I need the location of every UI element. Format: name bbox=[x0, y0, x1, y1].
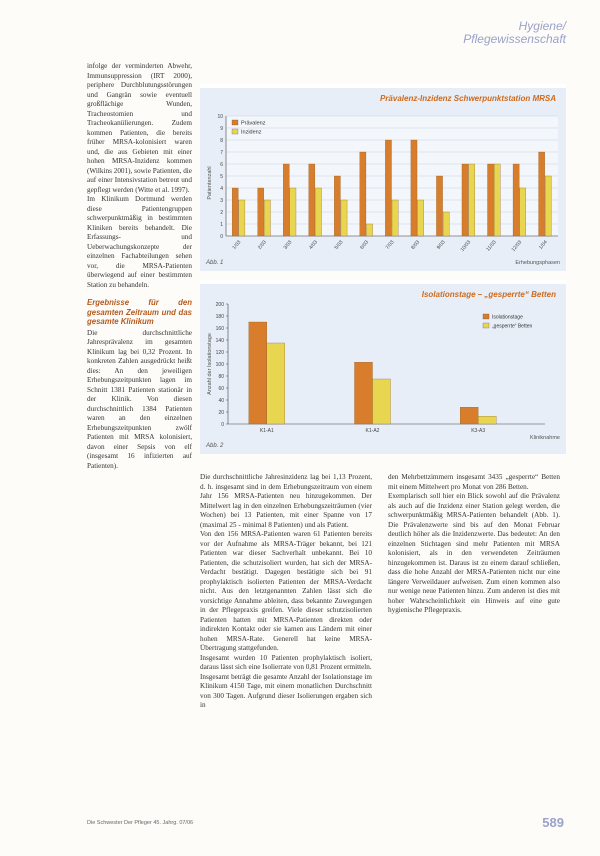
y-tick-label: 9 bbox=[220, 126, 223, 132]
bar bbox=[539, 152, 545, 236]
y-tick-label: 0 bbox=[221, 422, 224, 428]
legend-swatch bbox=[232, 120, 238, 125]
y-tick-label: 200 bbox=[215, 302, 224, 308]
y-tick-label: 6 bbox=[220, 162, 223, 168]
legend-swatch bbox=[483, 323, 489, 328]
bar bbox=[232, 188, 238, 236]
chart-title: Prävalenz-Inzidenz Schwerpunktstation MRSA bbox=[379, 94, 556, 103]
bar bbox=[462, 164, 468, 236]
figure-label: Abb. 1 bbox=[206, 260, 224, 266]
paragraph: infolge der verminderten Abwehr, Immunsuppression (IRT 2000), periphere Durchblutungsstörungen und Gangrän sowie eventuell großflächige Wunden, Tracheostomien und Tracheokanülierungen. Zudem kommen Patienten, die bereits früher MRSA-kolonisiert waren und, die aus Gebieten mit einer hohen MRSA-Inzidenz kommen (Wilkins 2001), sowie Patienten, die auf einer Intensivstation betreut und gepflegt werden (Witte et al. 1997). bbox=[87, 62, 192, 194]
bar bbox=[513, 164, 519, 236]
y-tick-label: 160 bbox=[215, 326, 224, 332]
bar bbox=[366, 224, 372, 236]
text-column-1 bbox=[87, 62, 192, 471]
bar bbox=[436, 176, 442, 236]
bar bbox=[411, 140, 417, 236]
y-tick-label: 140 bbox=[215, 338, 224, 344]
bar bbox=[309, 164, 315, 236]
legend-label: Prävalenz bbox=[241, 120, 266, 127]
y-tick-label: 5 bbox=[220, 174, 223, 180]
x-tick-label: 1/04 bbox=[537, 239, 549, 251]
legend-swatch bbox=[483, 314, 489, 319]
y-tick-label: 1 bbox=[220, 222, 223, 228]
y-tick-label: 100 bbox=[215, 362, 224, 368]
y-axis-label: Anzahl der Isolationstage bbox=[207, 333, 213, 395]
paragraph: Von den 156 MRSA-Patienten waren 61 Patienten bereits vor der Aufnahme als MRSA-Träger bekannt, bei 121 Patienten war dieser Sachverhalt unbekannt. Bei 10 Patienten, die schutzisoliert wurden, hat sich der MRSA-Verdacht bestätigt. Dagegen bestätigte sich bei 91 prophylaktisch isolierten Patienten der MRSA-Verdacht nicht. Aus den letztgenannten Zahlen lässt sich die vorsichtige Annahme ableiten, dass bekannte Zuwegungen in der Pflegepraxis greifen. Viele dieser schutzisolierten Patienten hatten mit MRSA-Patienten direkten oder indirekten Kontakt oder sie kamen aus Ländern mit einer hohen MRSA-Rate. Generell hat keine MRSA-Übertragung stattgefunden. bbox=[200, 530, 372, 652]
x-tick-label: 6/03 bbox=[359, 239, 370, 251]
paragraph: Die durchschnittliche Jahresprävalenz im gesamten Klinikum lag bei 0,32 Prozent. In konkreten Zahlen ausgedrückt heißt dies: An den jeweiligen Erhebungszeitpunkten lagen im Schnitt 1381 Patienten stationär in der Klinik. Von diesen durchschnittlich 1384 Patienten waren an den einzelnen Erhebungszeitpunkten zwölf Patienten mit MRSA kolonisiert, davon einer Sepsis von elf (insgesamt 16 infizierten auf Patienten). bbox=[87, 328, 192, 470]
text-column-3 bbox=[388, 473, 560, 616]
bar bbox=[258, 188, 264, 236]
y-tick-label: 80 bbox=[218, 374, 224, 380]
chart-title: Isolationstage – „gesperrte“ Betten bbox=[421, 290, 556, 299]
x-tick-label: 7/03 bbox=[384, 239, 396, 251]
legend-label: „gesperrte“ Betten bbox=[492, 323, 533, 330]
legend-label: Isolationstage bbox=[492, 314, 523, 321]
chart-svg bbox=[200, 284, 566, 454]
bar bbox=[443, 212, 449, 236]
bar bbox=[469, 164, 475, 236]
y-tick-label: 10 bbox=[217, 114, 223, 120]
page-number: 589 bbox=[542, 815, 564, 830]
bar bbox=[460, 407, 478, 424]
bar bbox=[315, 188, 321, 236]
x-tick-label: 8/03 bbox=[410, 239, 422, 251]
x-axis-label: Kliniknahme bbox=[530, 435, 560, 441]
bar bbox=[520, 188, 526, 236]
legend-label: Inzidenz bbox=[241, 129, 262, 136]
x-tick-label: K1-A2 bbox=[365, 428, 380, 434]
section-header-line1: Hygiene/ bbox=[518, 19, 566, 33]
x-tick-label: 11/03 bbox=[485, 239, 498, 253]
bar bbox=[385, 140, 391, 236]
x-tick-label: K1-A1 bbox=[259, 428, 274, 434]
paragraph: Exemplarisch soll hier ein Blick sowohl auf die Prävalenz als auch auf die Inzidenz einer Station gelegt werden, die schwerpunktmäßig MRSA-Patienten behandelt (Abb. 1). Die Prävalenzwerte sind bis auf den Monat Februar deutlich höher als die Inzidenzwerte. Das bedeutet: An den einzelnen Stichtagen sind mehr Patienten mit MRSA kolonisiert, als in den verwendeten Zeiträumen hinzugekommen ist. Daraus ist zu einem darauf schließen, dass die hohe Anzahl der MRSA-Patienten nicht nur eine längere Verweildauer aufweisen. Zum einen kommen also nur wenige neue Patienten hinzu. Zum anderen ist dies mit hoher Wahrscheinlichkeit ein Hinweis auf eine gute hygienische Pflegepraxis. bbox=[388, 492, 560, 614]
y-tick-label: 40 bbox=[218, 398, 224, 404]
bar bbox=[545, 176, 551, 236]
bar bbox=[283, 164, 289, 236]
bar bbox=[478, 416, 496, 424]
bar bbox=[355, 362, 373, 424]
x-tick-label: 10/03 bbox=[459, 239, 473, 253]
bar bbox=[334, 176, 340, 236]
bar bbox=[264, 200, 270, 236]
x-axis-label: Erhebungsphasen bbox=[515, 260, 560, 266]
y-tick-label: 20 bbox=[218, 410, 224, 416]
paragraph: Insgesamt wurden 10 Patienten prophylaktisch isoliert, daraus lässt sich eine Isolierrate von 0,81 Prozent ermitteln. bbox=[200, 653, 372, 671]
paragraph: Insgesamt beträgt die gesamte Anzahl der Isolationstage im Klinikum 4150 Tage, mit einem monatlichen Durchschnitt von 300 Tagen. Aufgrund dieser Isolierungen ergaben sich in bbox=[200, 672, 372, 709]
section-subheading: Ergebnisse für den gesamten Zeitraum und das gesamte Klinikum bbox=[87, 298, 192, 326]
paragraph: den Mehrbettzimmern insgesamt 3435 „gesperrte“ Betten mit einem Mittelwert pro Monat von 286 Betten. bbox=[388, 473, 560, 491]
y-tick-label: 2 bbox=[220, 210, 223, 216]
y-tick-label: 120 bbox=[215, 350, 224, 356]
legend-swatch bbox=[232, 129, 238, 134]
bar bbox=[267, 343, 285, 424]
x-tick-label: 1/03 bbox=[231, 239, 243, 251]
y-tick-label: 0 bbox=[220, 234, 223, 240]
chart-praevalenz-inzidenz bbox=[200, 84, 566, 271]
x-tick-label: 5/03 bbox=[333, 239, 345, 251]
y-tick-label: 7 bbox=[220, 150, 223, 156]
paragraph: Die durchschnittliche Jahresinzidenz lag bei 1,13 Prozent, d. h. insgesamt sind in dem Erhebungszeitraum von einem Jahr 156 MRSA-Patienten neu hinzugekommen. Der Mittelwert lag in den einzelnen Erhebungszeiträumen (vier Wochen) bei 13 Patienten, mit einer Spanne von 17 (maximal 25 - minimal 8 Patienten) und als Patient. bbox=[200, 473, 372, 529]
x-tick-label: 3/03 bbox=[282, 239, 294, 251]
text-column-2 bbox=[200, 473, 372, 711]
section-header-line2: Pflegewissenschaft bbox=[463, 32, 566, 46]
x-tick-label: K3-A3 bbox=[471, 428, 486, 434]
bar bbox=[418, 200, 424, 236]
y-tick-label: 60 bbox=[218, 386, 224, 392]
chart-svg bbox=[200, 88, 566, 271]
x-tick-label: 9/03 bbox=[435, 239, 447, 251]
bar bbox=[373, 379, 391, 424]
bar bbox=[341, 200, 347, 236]
bar bbox=[360, 152, 366, 236]
bar bbox=[488, 164, 494, 236]
bar bbox=[249, 322, 267, 424]
section-header bbox=[463, 20, 566, 46]
x-tick-label: 12/03 bbox=[510, 239, 524, 253]
y-tick-label: 4 bbox=[220, 186, 223, 192]
bar bbox=[239, 200, 245, 236]
x-tick-label: 4/03 bbox=[308, 239, 319, 251]
x-tick-label: 2/03 bbox=[256, 239, 268, 251]
bar bbox=[392, 200, 398, 236]
y-axis-label: Patientenzahl bbox=[207, 166, 213, 200]
bar bbox=[494, 164, 500, 236]
footer-citation: Die Schwester Der Pfleger 45. Jahrg. 07/06 bbox=[87, 820, 194, 826]
figure-label: Abb. 2 bbox=[206, 443, 224, 449]
y-tick-label: 180 bbox=[215, 314, 224, 320]
paragraph: Im Klinikum Dortmund werden diese Patientengruppen schwerpunktmäßig in bestimmten Kliniken bereits behandelt. Die Erfassungs- und Ueberwachungskonzepte der einzelnen Fachabteilungen sehen vor, die MRSA-Patienten überwiegend auf einer bestimmten Station zu behandeln. bbox=[87, 195, 192, 289]
bar bbox=[290, 188, 296, 236]
chart-isolationstage bbox=[200, 280, 566, 454]
y-tick-label: 3 bbox=[220, 198, 223, 204]
y-tick-label: 8 bbox=[220, 138, 223, 144]
